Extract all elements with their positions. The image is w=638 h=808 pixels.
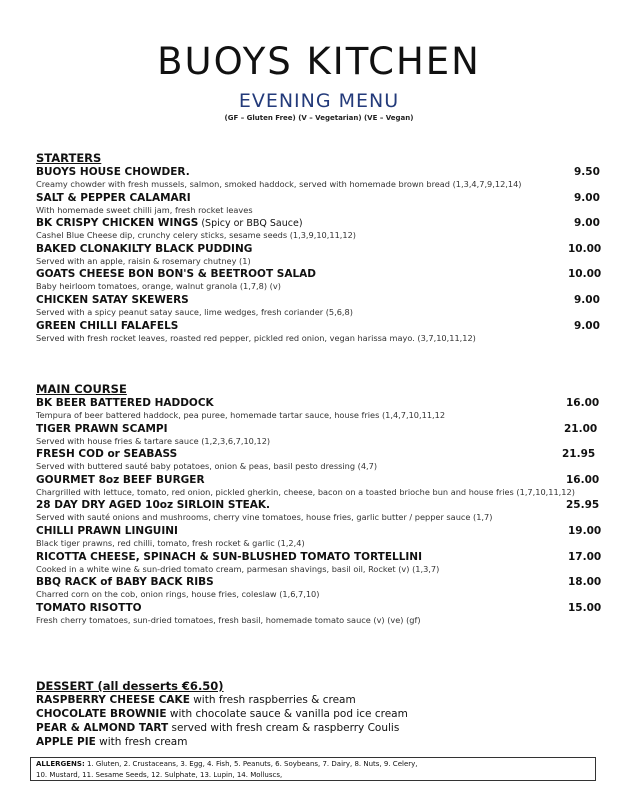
item-description: Served with buttered sauté baby potatoes, onion & peas, basil pesto dressing (4,7) — [36, 461, 378, 472]
item-price: 17.00 — [568, 550, 602, 563]
dessert-item: APPLE PIE with fresh cream — [36, 736, 188, 748]
item-name: BK BEER BATTERED HADDOCK — [36, 397, 214, 409]
starters-heading: STARTERS — [36, 151, 102, 165]
restaurant-title: BUOYS KITCHEN — [157, 40, 481, 83]
item-name: BUOYS HOUSE CHOWDER. — [36, 166, 190, 178]
diet-legend: (GF – Gluten Free) (V – Vegetarian) (VE – Vegan) — [224, 114, 414, 122]
dessert-item: PEAR & ALMOND TART served with fresh cream & raspberry Coulis — [36, 722, 400, 734]
starters-section — [36, 151, 604, 345]
main-course-section — [36, 382, 604, 627]
item-price: 10.00 — [568, 242, 602, 255]
menu-item — [36, 192, 604, 216]
item-name: BAKED CLONAKILTY BLACK PUDDING — [36, 242, 253, 255]
item-price: 9.00 — [574, 293, 600, 306]
item-price: 15.00 — [568, 601, 602, 614]
menu-item — [36, 448, 604, 472]
item-price: 25.95 — [566, 499, 600, 512]
menu-item — [36, 217, 604, 241]
item-name: CHILLI PRAWN LINGUINI — [36, 524, 178, 537]
item-name: GOATS CHEESE BON BON'S & BEETROOT SALAD — [36, 268, 317, 281]
item-description: With homemade sweet chilli jam, fresh rocket leaves — [36, 204, 253, 215]
menu-subtitle: EVENING MENU — [238, 90, 400, 112]
menu-item — [36, 166, 604, 190]
dessert-heading: DESSERT (all desserts €6.50) — [36, 679, 224, 693]
menu-item — [36, 423, 604, 447]
item-price: 10.00 — [568, 268, 602, 281]
allergens-box — [30, 757, 596, 781]
menu-item — [36, 474, 604, 498]
item-name: CHICKEN SATAY SKEWERS — [36, 293, 189, 306]
item-price: 9.00 — [574, 191, 600, 204]
item-name: SALT & PEPPER CALAMARI — [36, 191, 191, 204]
menu-item — [36, 551, 604, 575]
menu-item — [36, 576, 604, 600]
item-description: Served with sauté onions and mushrooms, cherry vine tomatoes, house fries, garlic butter / pepper sauce (1,7) — [36, 512, 493, 523]
item-name: RICOTTA CHEESE, SPINACH & SUN-BLUSHED TOMATO TORTELLINI — [36, 550, 422, 563]
item-name: FRESH COD or SEABASS — [36, 448, 178, 461]
allergens-line-2: 10. Mustard, 11. Sesame Seeds, 12. Sulphate, 13. Lupin, 14. Molluscs, — [36, 771, 283, 779]
dessert-item: RASPBERRY CHEESE CAKE with fresh raspberries & cream — [36, 694, 356, 706]
item-description: Served with house fries & tartare sauce (1,2,3,6,7,10,12) — [36, 435, 271, 446]
allergens-line-1: ALLERGENS: 1. Gluten, 2. Crustaceans, 3. Egg, 4. Fish, 5. Peanuts, 6. Soybeans, 7. Dairy, 8. Nuts, 9. Celery, — [36, 760, 418, 768]
item-price: 9.00 — [574, 319, 600, 332]
item-name: TOMATO RISOTTO — [36, 601, 142, 614]
menu-item — [36, 499, 604, 523]
item-price: 9.00 — [574, 217, 600, 230]
menu-item — [36, 602, 604, 626]
item-description: Fresh cherry tomatoes, sun-dried tomatoes, fresh basil, homemade tomato sauce (v) (ve) (gf) — [36, 614, 421, 625]
item-description: Baby heirloom tomatoes, orange, walnut granola (1,7,8) (v) — [36, 281, 281, 292]
item-price: 16.00 — [566, 397, 600, 409]
item-name: BK CRISPY CHICKEN WINGS (Spicy or BBQ Sauce) — [36, 217, 303, 230]
item-name: TIGER PRAWN SCAMPI — [36, 422, 168, 435]
item-name: 28 DAY DRY AGED 10oz SIRLOIN STEAK. — [36, 499, 271, 512]
item-description: Chargrilled with lettuce, tomato, red onion, pickled gherkin, cheese, bacon on a toasted brioche bun and house fries (1,7,10,11,12) — [36, 486, 575, 497]
item-description: Creamy chowder with fresh mussels, salmon, smoked haddock, served with homemade brown bread (1,3,4,7,9,12,14) — [36, 179, 522, 189]
menu-item — [36, 268, 604, 292]
item-description: Served with an apple, raisin & rosemary chutney (1) — [36, 255, 251, 266]
item-price: 21.00 — [564, 422, 598, 435]
item-description: Tempura of beer battered haddock, pea puree, homemade tartar sauce, house fries (1,4,7,10,11,12 — [36, 410, 446, 420]
menu-item — [36, 320, 604, 344]
menu-item — [36, 397, 604, 421]
item-price: 9.50 — [574, 166, 600, 178]
item-description: Cashel Blue Cheese dip, crunchy celery sticks, sesame seeds (1,3,9,10,11,12) — [36, 230, 356, 241]
item-price: 18.00 — [568, 576, 602, 589]
dessert-item: CHOCOLATE BROWNIE with chocolate sauce & vanilla pod ice cream — [36, 708, 408, 720]
item-price: 19.00 — [568, 524, 602, 537]
item-description: Cooked in a white wine & sun-dried tomato cream, parmesan shavings, basil oil, Rocket (v) (1,3,7) — [36, 563, 440, 574]
menu-item — [36, 243, 604, 267]
menu-item — [36, 525, 604, 549]
item-price: 16.00 — [566, 473, 600, 486]
item-description: Served with a spicy peanut satay sauce, lime wedges, fresh coriander (5,6,8) — [36, 306, 353, 317]
item-name: GOURMET 8oz BEEF BURGER — [36, 473, 205, 486]
menu-item — [36, 294, 604, 318]
item-description: Black tiger prawns, red chilli, tomato, fresh rocket & garlic (1,2,4) — [36, 537, 305, 548]
item-description: Charred corn on the cob, onion rings, house fries, coleslaw (1,6,7,10) — [36, 589, 320, 600]
item-description: Served with fresh rocket leaves, roasted red pepper, pickled red onion, vegan harissa mayo. (3,7,10,11,12) — [36, 332, 476, 343]
main-course-heading: MAIN COURSE — [36, 382, 127, 396]
item-name: BBQ RACK of BABY BACK RIBS — [36, 576, 214, 589]
dessert-section — [36, 679, 604, 750]
item-name: GREEN CHILLI FALAFELS — [36, 319, 179, 332]
item-price: 21.95 — [562, 448, 596, 461]
